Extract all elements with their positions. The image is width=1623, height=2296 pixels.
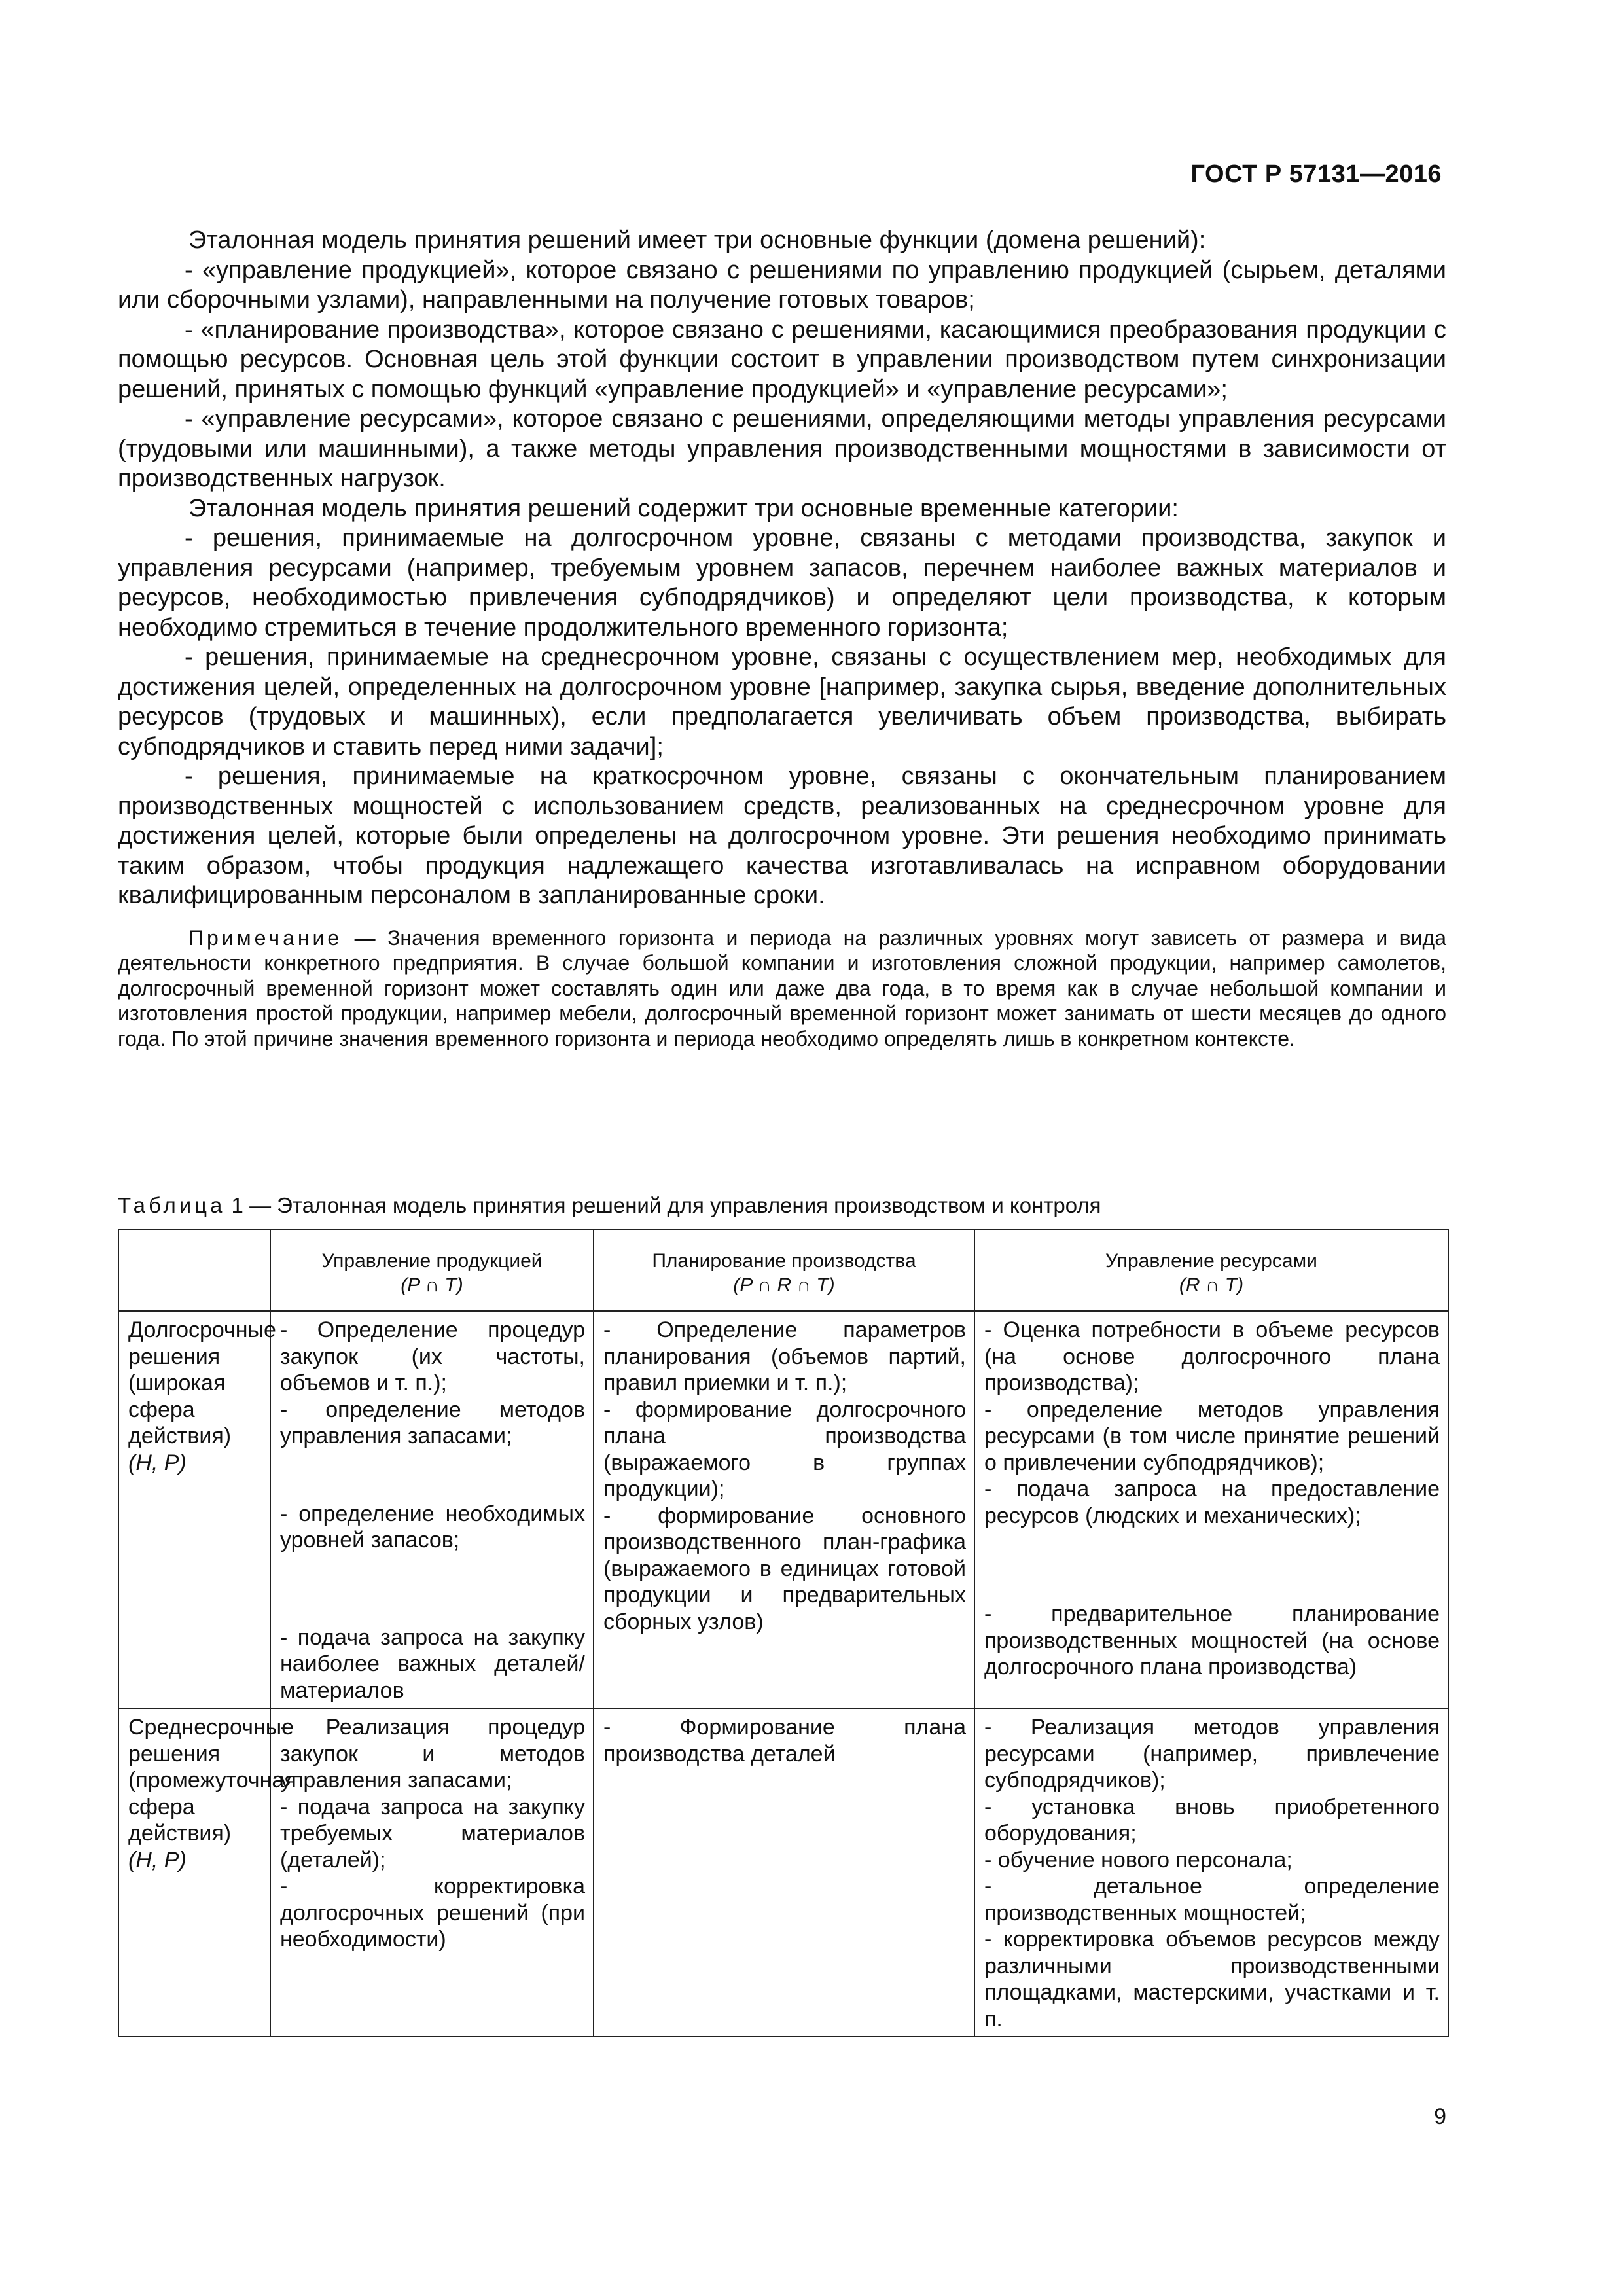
cell-text: - Оценка потребности в объеме ресурсов (на основе долгосрочного плана производства); - определение методов управления ресурсами (в том числе принятие решений о привлечении субподрядчиков); - подача запроса на предоставление ресурсов (людских и механических);: [984, 1318, 1440, 1528]
column-title: Управление ресурсами: [1105, 1250, 1317, 1272]
table-cell: [270, 1708, 594, 2037]
table-caption-label: Таблица: [118, 1193, 226, 1217]
column-header: [594, 1230, 974, 1311]
spacer: [280, 1554, 585, 1624]
spacer: [280, 1450, 585, 1501]
row-header-formula: (H, P): [128, 1847, 187, 1873]
cell-text: - подача запроса на закупку наиболее важных деталей/материалов: [280, 1624, 585, 1703]
table-row: [118, 1311, 1448, 1708]
table-cell: [974, 1311, 1448, 1708]
column-title: Управление продукцией: [321, 1250, 543, 1272]
list-item: - «управление продукцией», которое связано с решениями по управлению продукцией (сырьем, деталями или сборочными узлами), направленными на получение готовых товаров;: [118, 256, 1446, 314]
table-caption-text: 1 — Эталонная модель принятия решений для управления производством и контроля: [225, 1193, 1101, 1217]
row-header: [118, 1708, 296, 2037]
page-number: 9: [1434, 2104, 1446, 2129]
note: [118, 925, 1446, 1052]
row-header-text: Среднесрочные решения (промежуточная сфера действия): [128, 1715, 296, 1846]
cell-text: - Реализация процедур закупок и методов управления запасами; - подача запроса на закупку требуемых материалов (деталей); - корректировка долгосрочных решений (при необходимости): [280, 1715, 585, 1952]
cell-text: - Определение процедур закупок (их частоты, объемов и т. п.); - определение методов управления запасами;: [280, 1318, 585, 1448]
cell-text: - Формирование плана производства деталей: [603, 1715, 966, 1767]
column-header: [974, 1230, 1448, 1311]
list-item: - решения, принимаемые на долгосрочном уровне, связаны с методами производства, закупок и управления ресурсами (например, требуемым уровнем запасов, перечнем наиболее важных материалов и ресурсов, необходимостью привлечения субподрядчиков) и определяют цели производства, к которым необходимо стремиться в течение продолжительного временного горизонта;: [118, 524, 1446, 641]
row-header: [118, 1311, 276, 1708]
spacer: [984, 1529, 1440, 1601]
paragraph: Эталонная модель принятия решений имеет три основные функции (домена решений):: [188, 226, 1206, 254]
standard-designation: ГОСТ Р 57131—2016: [1190, 160, 1442, 188]
column-title: Планирование производства: [652, 1250, 916, 1272]
paragraph: Эталонная модель принятия решений содержит три основные временные категории:: [188, 494, 1179, 522]
row-header-text: Долгосрочные решения (широкая сфера действия): [128, 1318, 276, 1448]
table-cell: [974, 1708, 1448, 2037]
column-formula: (P ∩ R ∩ T): [733, 1274, 835, 1296]
table-cell: [270, 1311, 594, 1708]
list-item: - решения, принимаемые на среднесрочном уровне, связаны с осуществлением мер, необходимых для достижения целей, определенных на долгосрочном уровне [например, закупка сырья, введение дополнительных ресурсов (трудовых и машинных), если предполагается увеличивать объем производства, выбирать субподрядчиков и ставить перед ними задачи];: [118, 643, 1446, 761]
body-text: [118, 226, 1446, 1051]
cell-text: - Определение параметров планирования (объемов партий, правил приемки и т. п.); - формирование долгосрочного плана производства (выражаемого в группах продукции); - формирование основного производственного план-графика (выражаемого в единицах готовой продукции и предварительных сборных узлов): [603, 1318, 966, 1634]
table-header-row: [118, 1230, 1448, 1311]
cell-text: - предварительное планирование производственных мощностей (на основе долгосрочного плана производства): [984, 1602, 1440, 1679]
row-header-formula: (H, P): [128, 1450, 187, 1475]
table-caption: [118, 1193, 1101, 1218]
column-formula: (P ∩ T): [401, 1274, 463, 1296]
table-cell: [594, 1708, 974, 2037]
decision-model-table: [118, 1229, 1449, 2037]
table-cell: [594, 1311, 974, 1708]
cell-text: - определение необходимых уровней запасов;: [280, 1501, 585, 1552]
list-item: - решения, принимаемые на краткосрочном уровне, связаны с окончательным планированием производственных мощностей с использованием средств, реализованных на среднесрочном уровне для достижения целей, которые были определены на долгосрочном уровне. Эти решения необходимо принимать таким образом, чтобы продукция надлежащего качества изготавливалась на исправном оборудовании квалифицированным персоналом в запланированные сроки.: [118, 762, 1446, 909]
table-row: [118, 1708, 1448, 2037]
cell-text: - Реализация методов управления ресурсами (например, привлечение субподрядчиков); - установка вновь приобретенного оборудования; - обучение нового персонала; - детальное определение производственных мощностей; - корректировка объемов ресурсов между различными производственными площадками, мастерскими, участками и т. п.: [984, 1715, 1440, 2032]
note-text: — Значения временного горизонта и периода на различных уровнях могут зависеть от размера и вида деятельности конкретного предприятия. В случае большой компании и изготовления сложной продукции, например самолетов, долгосрочный временной горизонт может составлять один или даже два года, в то время как в случае небольшой компании и изготовления простой продукции, например мебели, долгосрочный временной горизонт может занимать от шести месяцев до одного года. По этой причине значения временного горизонта и периода необходимо определять лишь в конкретном контексте.: [118, 925, 1446, 1050]
column-header: [270, 1230, 594, 1311]
column-formula: (R ∩ T): [1179, 1274, 1244, 1296]
empty-header-cell: [118, 1230, 270, 1311]
list-item: - «планирование производства», которое связано с решениями, касающимися преобразования продукции с помощью ресурсов. Основная цель этой функции состоит в управлении производством путем синхронизации решений, принятых с помощью функций «управление продукцией» и «управление ресурсами»;: [118, 315, 1446, 403]
list-item: - «управление ресурсами», которое связано с решениями, определяющими методы управления ресурсами (трудовыми или машинными), а также методы управления производственными мощностями в зависимости от производственных нагрузок.: [118, 405, 1446, 492]
note-label: Примечание: [188, 925, 343, 950]
